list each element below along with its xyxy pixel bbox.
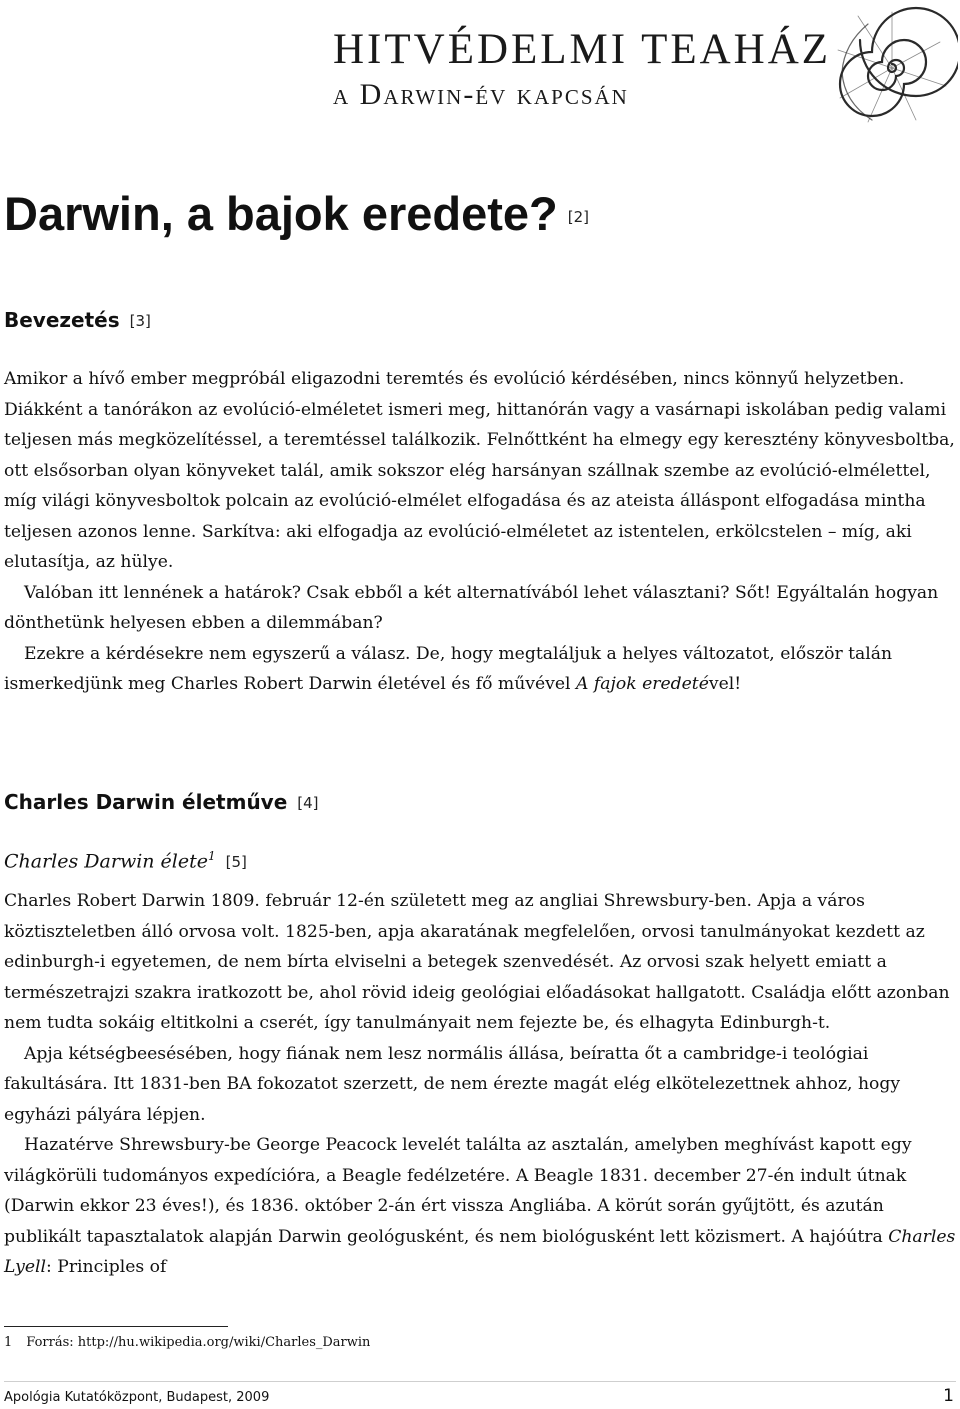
edit-ref-link[interactable]: [2] xyxy=(567,208,589,227)
footnote xyxy=(4,1335,370,1350)
header-subtitle: a Darwin-év kapcsán xyxy=(333,78,629,111)
book-title: A fajok eredeté xyxy=(576,674,709,694)
paragraph-text: vel! xyxy=(708,674,742,694)
section-heading-lifework xyxy=(4,792,319,812)
footnote-divider xyxy=(4,1326,228,1327)
edit-ref-link[interactable]: [4] xyxy=(297,794,319,812)
edit-ref-link[interactable]: [3] xyxy=(129,312,151,330)
footnote-marker[interactable]: 1 xyxy=(208,849,216,863)
intro-text-block xyxy=(4,364,956,700)
edit-ref-link[interactable]: [5] xyxy=(225,852,247,871)
paragraph xyxy=(4,1130,956,1283)
header-title: HITVÉDELMI TEAHÁZ xyxy=(333,26,832,73)
section-heading-intro xyxy=(4,310,151,330)
biography-text-block xyxy=(4,886,956,1283)
paragraph-text: : Principles of xyxy=(46,1257,167,1277)
paragraph-text: Ezekre a kérdésekre nem egyszerű a válasz. De, hogy megtaláljuk a helyes változatot, először talán ismerkedjünk meg Charles Robert Darwin életével és fő művével xyxy=(4,643,893,694)
page-number: 1 xyxy=(943,1386,954,1406)
paragraph-text: Hazatérve Shrewsbury-be George Peacock levelét találta az asztalán, amelyben meghívást kapott egy világkörüli tudományos expedícióra, a Beagle fedélzetére. A Beagle 1831. december 27-én indult útnak (Darwin ekkor 23 éves!), és 1836. október 2-án ért vissza Angliába. A körút során gyűjtött, és azután publikált tapasztalatok alapján Darwin geológusként, és nem biológusként lett közismert. A hajóútra xyxy=(4,1135,912,1247)
paragraph: Valóban itt lennének a határok? Csak ebből a két alternatívából lehet választani? Sőt! Egyáltalán hogyan dönthetünk helyesen ebben a dilemmában? xyxy=(4,582,939,633)
paragraph: Apja kétségbeesésében, hogy fiának nem lesz normális állása, beíratta őt a cambridge-i teológiai fakultására. Itt 1831-ben BA fokozatot szerzett, de nem érezte magát elég elkötelezettnek ahhoz, hogy egyházi pályára lépjen. xyxy=(4,1043,901,1125)
paragraph: Charles Robert Darwin 1809. február 12-én született meg az angliai Shrewsbury-ben. Apja a város köztiszteletben álló orvosa volt. 1825-ben, apja akaratának megfelelően, orvosi tanulmányokat kezdett az edinburgh-i egyetemen, de nem bírta elviselni a betegek szenvedését. Az orvosi szak helyett emiatt a természetrajzi szakra iratkozott be, ahol rövid ideig geológiai előadásokat hallgatott. Családja előtt azonban nem tudta sokáig eltitkolni a cserét, így tanulmányait nem fejezte be, és elhagyta Edinburgh-t. xyxy=(4,891,950,1033)
subsection-heading xyxy=(4,850,247,871)
paragraph: Amikor a hívő ember megpróbál eligazodni teremtés és evolúció kérdésében, nincs könnyű helyzetben. Diákként a tanórákon az evolúció-elméletet ismeri meg, hittanórán vagy a vasárnapi iskolában pedig valami teljesen más megközelítéssel, a teremtéssel találkozik. Felnőttként ha elmegy egy keresztény könyvesboltba, ott elsősorban olyan könyveket talál, amik sokszor elég harsányan szállnak szembe az evolúció-elmélettel, míg világi könyvesboltok polcain az evolúció-elmélet elfogadása és az ateista álláspont elfogadása mintha teljesen azonos lenne. Sarkítva: aki elfogadja az evolúció-elméletet az istentelen, erkölcstelen – míg, aki elutasítja, az hülye. xyxy=(4,369,955,572)
footnote-number: 1 xyxy=(4,1335,13,1350)
footer-publisher: Apológia Kutatóközpont, Budapest, 2009 xyxy=(4,1390,270,1405)
article-title-text: Darwin, a bajok eredete? xyxy=(4,187,558,240)
footnote-text: Forrás: http://hu.wikipedia.org/wiki/Charles_Darwin xyxy=(26,1335,371,1350)
subsection-heading-text: Charles Darwin élete xyxy=(4,850,208,873)
nautilus-shell-icon xyxy=(828,2,958,134)
author-name: Charles Lyell xyxy=(4,1226,956,1277)
paragraph xyxy=(4,639,956,700)
footer-divider xyxy=(4,1381,956,1382)
section-heading-intro-text: Bevezetés xyxy=(4,308,120,332)
article-title xyxy=(4,187,589,240)
section-heading-lifework-text: Charles Darwin életműve xyxy=(4,790,288,814)
